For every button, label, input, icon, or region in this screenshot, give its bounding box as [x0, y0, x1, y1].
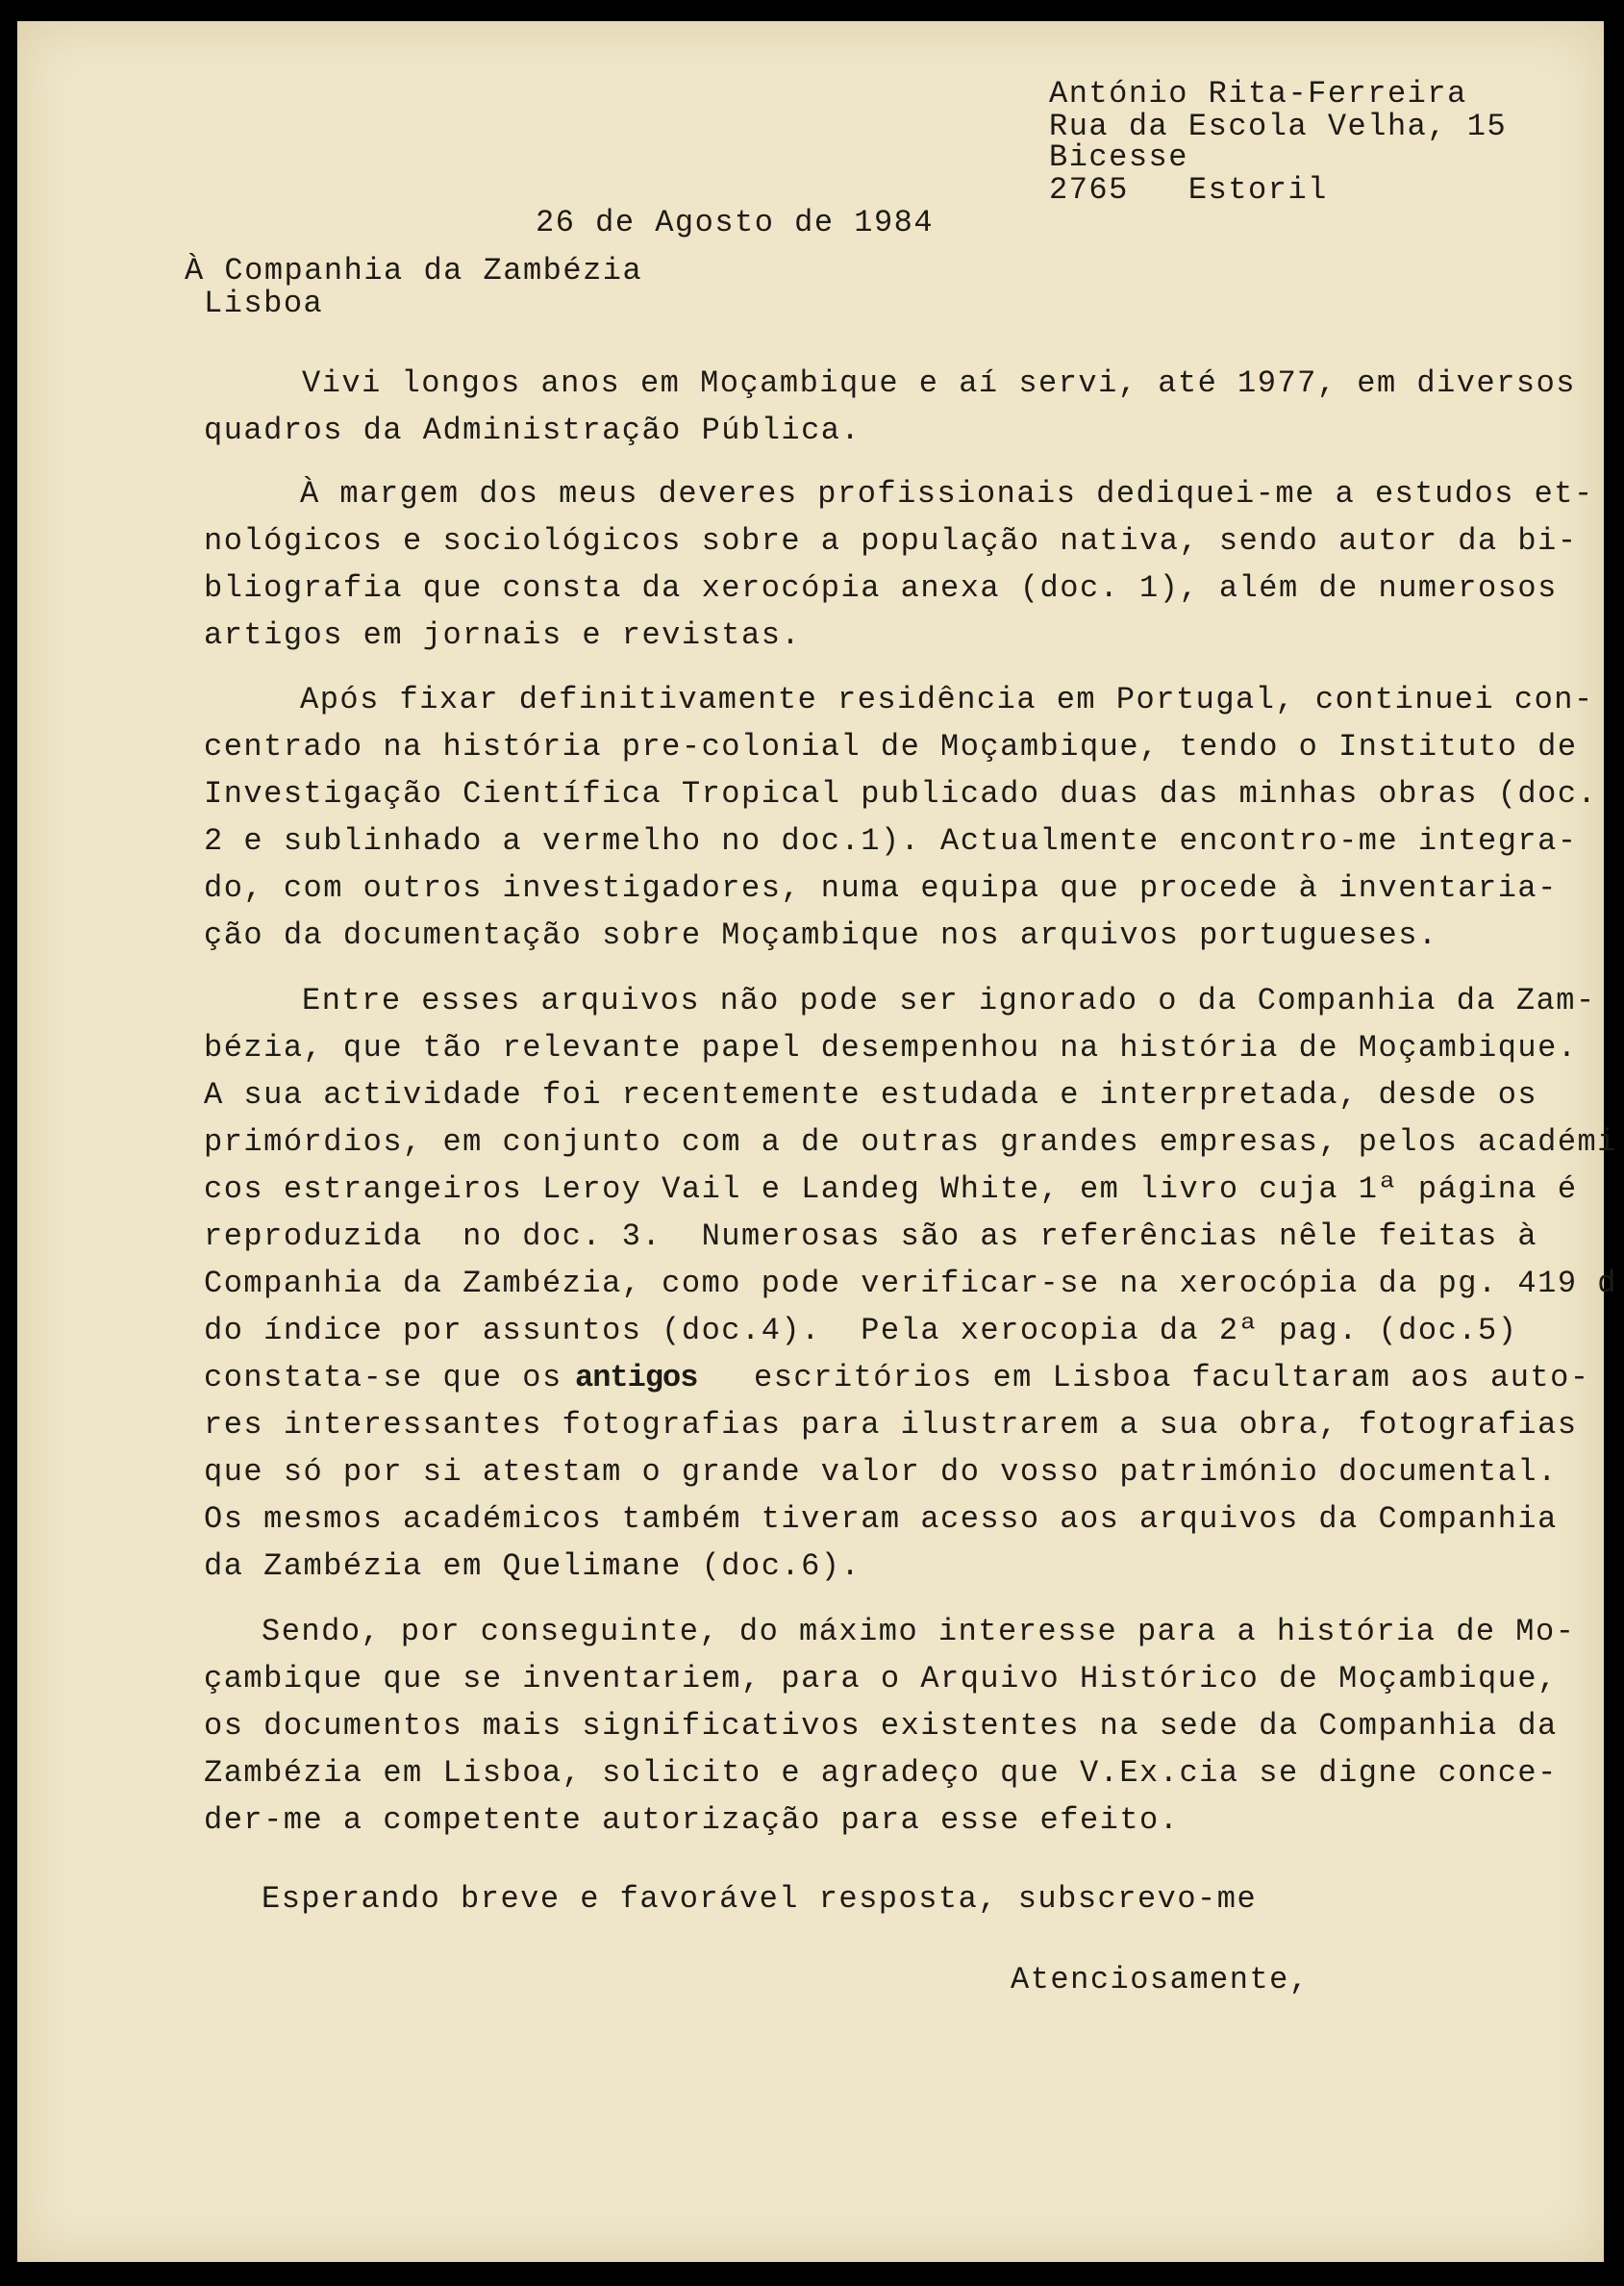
paragraph-line: Sendo, por conseguinte, do máximo interesse para a história de Mo-	[262, 1614, 1576, 1649]
paragraph-line: do índice por assuntos (doc.4). Pela xerocopia da 2ª pag. (doc.5)	[204, 1313, 1518, 1348]
paragraph-line: Após fixar definitivamente residência em Portugal, continuei con-	[300, 682, 1594, 717]
signoff: Atenciosamente,	[1011, 1962, 1310, 1997]
paragraph-line: artigos em jornais e revistas.	[204, 617, 802, 653]
paragraph-line: ção da documentação sobre Moçambique nos arquivos portugueses.	[204, 917, 1438, 953]
paragraph-line: 2 e sublinhado a vermelho no doc.1). Actualmente encontro-me integra-	[204, 823, 1578, 859]
paragraph-line: primórdios, em conjunto com a de outras grandes empresas, pelos académi	[204, 1124, 1617, 1160]
paragraph-line: Os mesmos académicos também tiveram acesso aos arquivos da Companhia	[204, 1501, 1558, 1537]
paragraph-line: bézia, que tão relevante papel desempenhou na história de Moçambique.	[204, 1030, 1578, 1066]
paragraph-line: reproduzida no doc. 3. Numerosas são as referências nêle feitas à	[204, 1218, 1538, 1254]
paragraph-line: da Zambézia em Quelimane (doc.6).	[204, 1548, 862, 1584]
sender-street: Rua da Escola Velha, 15	[1049, 109, 1508, 144]
paragraph-line: A sua actividade foi recentemente estudada e interpretada, desde os	[204, 1077, 1538, 1113]
sender-postal: 2765 Estoril	[1049, 172, 1328, 208]
paragraph-line: À margem dos meus deveres profissionais dediquei-me a estudos et-	[300, 476, 1594, 512]
paragraph-line: Entre esses arquivos não pode ser ignorado o da Companhia da Zam-	[302, 983, 1596, 1018]
paragraph-line: der-me a competente autorização para esse efeito.	[204, 1802, 1180, 1838]
recipient-line-1: À Companhia da Zambézia	[185, 253, 643, 289]
struck-out-word: antigos	[575, 1360, 698, 1395]
paragraph-line: cos estrangeiros Leroy Vail e Landeg White, em livro cuja 1ª página é	[204, 1171, 1578, 1207]
paragraph-line: Vivi longos anos em Moçambique e aí servi, até 1977, em diversos	[302, 365, 1576, 401]
paragraph-line: os documentos mais significativos existentes na sede da Companhia da	[204, 1708, 1558, 1744]
sender-town: Bicesse	[1049, 139, 1188, 175]
paragraph-line: Companhia da Zambézia, como pode verificar-se na xerocópia da pg. 419 d	[204, 1266, 1617, 1301]
paragraph-line: do, com outros investigadores, numa equipa que procede à inventaria-	[204, 870, 1558, 906]
paragraph-line: quadros da Administração Pública.	[204, 413, 862, 448]
paragraph-line: çambique que se inventariem, para o Arquivo Histórico de Moçambique,	[204, 1661, 1558, 1696]
paragraph-line: constata-se que os	[204, 1360, 562, 1395]
paragraph-line: nológicos e sociológicos sobre a população nativa, sendo autor da bi-	[204, 523, 1578, 559]
paragraph-line: Investigação Científica Tropical publicado duas das minhas obras (doc.	[204, 776, 1598, 812]
paragraph-line: Zambézia em Lisboa, solicito e agradeço que V.Ex.cia se digne conce-	[204, 1755, 1558, 1791]
paragraph-line: que só por si atestam o grande valor do vosso património documental.	[204, 1454, 1558, 1490]
closing-line: Esperando breve e favorável resposta, subscrevo-me	[262, 1881, 1258, 1917]
paragraph-line: bliografia que consta da xerocópia anexa (doc. 1), além de numerosos	[204, 570, 1558, 606]
sender-name: António Rita-Ferreira	[1049, 76, 1467, 112]
letter-page	[17, 21, 1617, 2262]
paragraph-line: res interessantes fotografias para ilustrarem a sua obra, fotografias	[204, 1407, 1578, 1443]
letter-date: 26 de Agosto de 1984	[536, 205, 935, 240]
paragraph-line: centrado na história pre-colonial de Moçambique, tendo o Instituto de	[204, 729, 1578, 765]
recipient-line-2: Lisboa	[204, 286, 324, 321]
paragraph-line: escritórios em Lisboa facultaram aos auto-	[754, 1360, 1590, 1395]
